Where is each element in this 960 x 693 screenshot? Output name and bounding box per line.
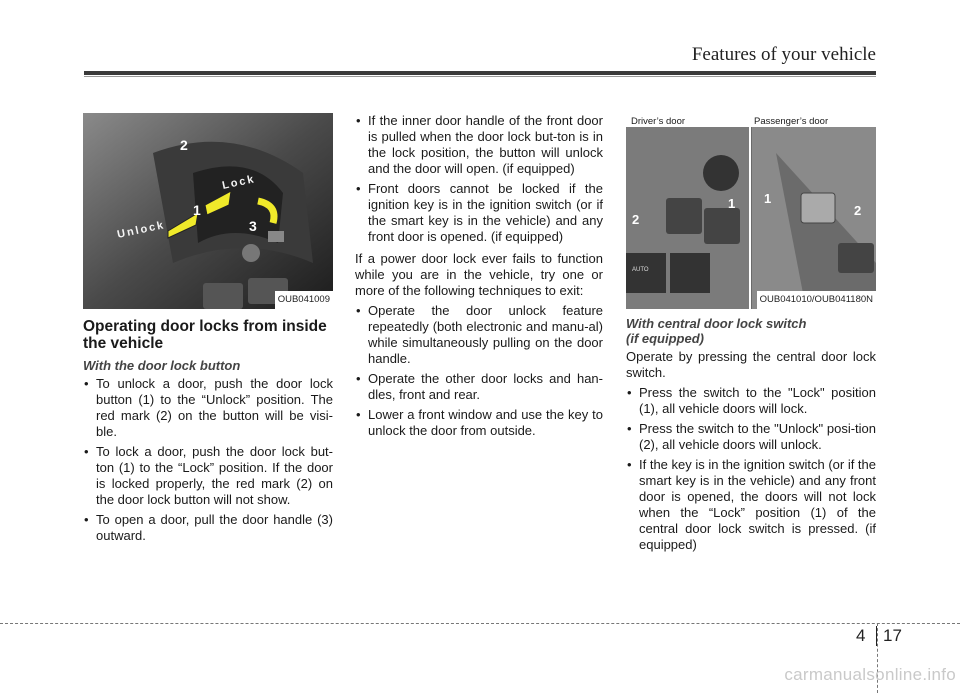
image-caption: OUB041009 bbox=[275, 291, 333, 309]
image-caption: OUB041010/OUB041180N bbox=[757, 291, 876, 309]
switch-instruction-list bbox=[626, 385, 876, 553]
central-lock-switch-photo bbox=[626, 113, 876, 309]
list-item: • If the key is in the ignition switch (or if the smart key is in the vehicle) and any front door is opened, the doors will not lock when the “Lock” position (1) of the central door lock switch is pressed. (if equipped) bbox=[626, 457, 876, 553]
column-3 bbox=[626, 113, 876, 557]
header-rule-thin bbox=[84, 76, 876, 77]
callout-3: 3 bbox=[249, 218, 257, 234]
page-number: 17 bbox=[883, 626, 902, 645]
technique-list bbox=[355, 303, 603, 439]
subheading-line-2: (if equipped) bbox=[626, 331, 704, 346]
unlock-label: Unlock bbox=[116, 219, 167, 241]
section-subheading: With the door lock button bbox=[83, 358, 241, 373]
list-item: • Operate the door unlock feature repeatedly (both electronic and manu-al) while simultaneously pulling on the door handle. bbox=[355, 303, 603, 367]
watermark-link[interactable]: carmanualsonline.info bbox=[784, 665, 956, 684]
switch-photo-labels bbox=[626, 113, 876, 309]
list-item: • If the inner door handle of the front door is pulled when the door lock but-ton is in the lock position, the button will unlock and the door will open. (if equipped) bbox=[355, 113, 603, 177]
list-item: • To unlock a door, push the door lock button (1) to the “Unlock” position. The red mark (2) on the button will be visi-ble. bbox=[83, 376, 333, 440]
list-item: • Front doors cannot be locked if the ignition key is in the ignition switch (or if the smart key is in the vehicle) and any front door is opened. (if equipped) bbox=[355, 181, 603, 245]
section-subheading bbox=[626, 316, 876, 346]
column-2 bbox=[355, 113, 603, 445]
door-lock-button-photo bbox=[83, 113, 333, 309]
list-item: • Press the switch to the "Lock" position (1), all vehicle doors will lock. bbox=[626, 385, 876, 417]
callout-1: 1 bbox=[193, 202, 201, 218]
list-item: • To lock a door, push the door lock but-ton (1) to the “Lock” position. If the door is locked properly, the red mark (2) on the door lock button will not show. bbox=[83, 444, 333, 508]
footer-rule bbox=[0, 623, 960, 624]
callout-2-passenger: 2 bbox=[854, 203, 862, 218]
auto-label: AUTO bbox=[632, 267, 649, 273]
paragraph: Operate by pressing the central door lock switch. bbox=[626, 349, 876, 380]
subheading-line-1: With central door lock switch bbox=[626, 316, 807, 331]
page-number-separator bbox=[876, 626, 877, 646]
chapter-number: 4 bbox=[856, 626, 866, 645]
callout-1-driver: 1 bbox=[728, 196, 736, 211]
header-title: Features of your vehicle bbox=[691, 44, 876, 65]
note-list bbox=[355, 113, 603, 245]
passengers-door-label: Passenger’s door bbox=[754, 116, 829, 127]
list-item: • Operate the other door locks and han-dles, front and rear. bbox=[355, 371, 603, 403]
paragraph: If a power door lock ever fails to function while you are in the vehicle, try one or more of the following techniques to exit: bbox=[355, 251, 603, 298]
callout-1-passenger: 1 bbox=[764, 191, 772, 206]
lock-label: Lock bbox=[221, 173, 257, 192]
column-1 bbox=[83, 113, 333, 548]
section-heading: Operating door locks from inside the vehicle bbox=[83, 318, 327, 352]
callout-2-driver: 2 bbox=[632, 212, 640, 227]
header-rule bbox=[84, 71, 876, 75]
instruction-list bbox=[83, 376, 333, 544]
list-item: • Lower a front window and use the key to unlock the door from outside. bbox=[355, 407, 603, 439]
callout-2: 2 bbox=[180, 137, 188, 153]
drivers-door-label: Driver’s door bbox=[631, 116, 686, 127]
list-item: • To open a door, pull the door handle (3) outward. bbox=[83, 512, 333, 544]
list-item: • Press the switch to the "Unlock" posi-tion (2), all vehicle doors will unlock. bbox=[626, 421, 876, 453]
photo-labels bbox=[83, 113, 333, 309]
